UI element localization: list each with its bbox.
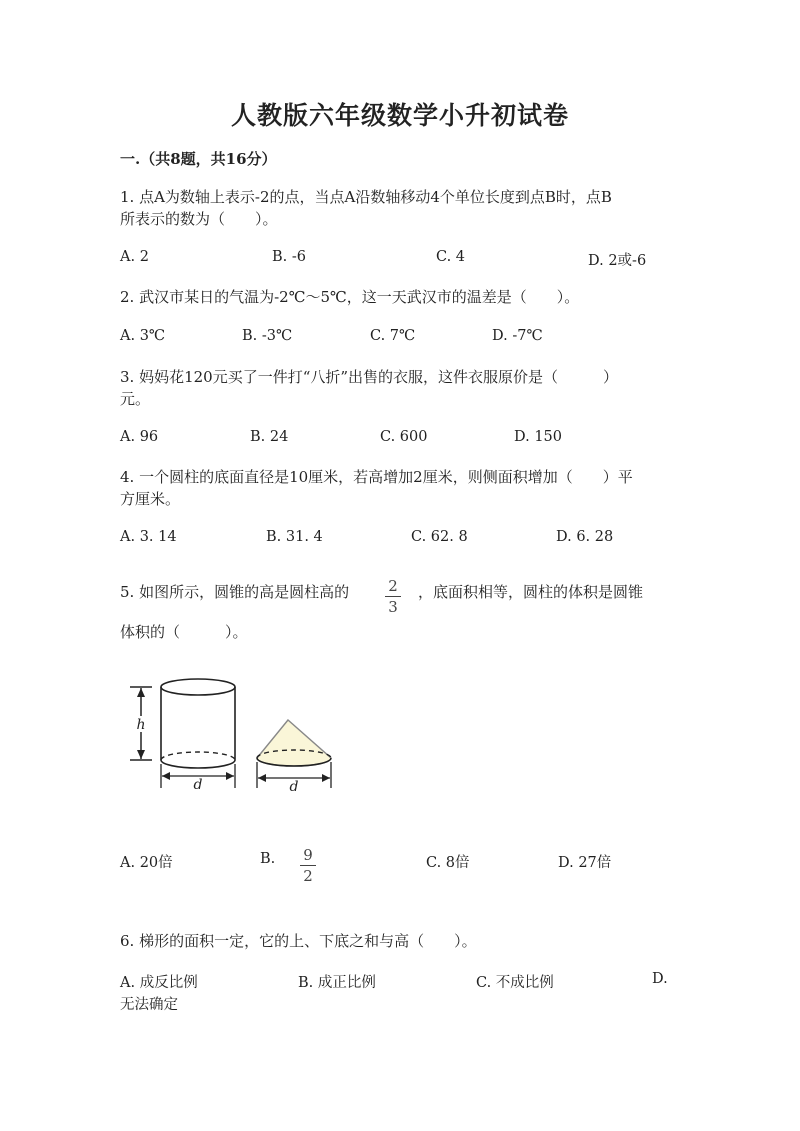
question-1-option-d: D. 2或-6 xyxy=(588,253,647,269)
question-5-option-d: D. 27倍 xyxy=(558,855,612,871)
question-1-option-c: C. 4 xyxy=(436,249,466,265)
question-3-option-a: A. 96 xyxy=(120,429,159,445)
question-3-option-c: C. 600 xyxy=(380,429,428,445)
cylinder-d-arrow-right xyxy=(226,772,234,780)
question-6-option-d: D. xyxy=(652,971,668,987)
question-6-option-a: A. 成反比例 xyxy=(120,975,198,991)
question-4-option-a: A. 3. 14 xyxy=(120,529,177,545)
fraction-denominator: 2 xyxy=(303,867,313,885)
fraction-bar xyxy=(385,596,401,597)
question-6-option-c: C. 不成比例 xyxy=(476,975,554,991)
question-4-option-d: D. 6. 28 xyxy=(556,529,614,545)
question-2-option-d: D. -7℃ xyxy=(492,328,543,344)
question-5-option-a: A. 20倍 xyxy=(120,855,173,871)
question-1-option-b: B. -6 xyxy=(272,249,306,265)
question-2-option-c: C. 7℃ xyxy=(370,328,416,344)
question-5-line-1-start: 5. 如图所示，圆锥的高是圆柱高的 xyxy=(120,583,350,601)
fraction-numerator: 2 xyxy=(388,577,398,595)
question-1-option-a: A. 2 xyxy=(120,249,149,265)
question-5-option-b-fraction xyxy=(298,846,318,885)
question-4-line-2: 方厘米。 xyxy=(120,490,181,508)
cylinder-cone-figure xyxy=(120,672,350,804)
question-3-option-b: B. 24 xyxy=(250,429,289,445)
question-5-option-b: B. xyxy=(260,851,276,867)
fraction-bar xyxy=(300,865,316,866)
cylinder-d-label: d xyxy=(193,777,203,793)
question-4-option-c: C. 62. 8 xyxy=(411,529,468,545)
question-6-option-b: B. 成正比例 xyxy=(298,975,376,991)
question-6-option-d-continued: 无法确定 xyxy=(120,997,178,1013)
section-heading: 一.（共8题，共16分） xyxy=(120,150,277,168)
question-3-line-1: 3. 妈妈花120元买了一件打“八折”出售的衣服，这件衣服原价是（ ） xyxy=(120,368,619,386)
question-1-line-2: 所表示的数为（ ）。 xyxy=(120,210,278,228)
cone-d-arrow-right xyxy=(322,774,330,782)
question-3-line-2: 元。 xyxy=(120,390,151,408)
height-arrow-up xyxy=(137,688,145,697)
cylinder-d-arrow-left xyxy=(162,772,170,780)
question-5-line-2: 体积的（ ）。 xyxy=(120,623,248,641)
question-2-line-1: 2. 武汉市某日的气温为-2℃～5℃，这一天武汉市的温差是（ ）。 xyxy=(120,288,580,306)
question-5-fraction xyxy=(383,577,403,616)
cylinder-bottom-back xyxy=(161,752,235,760)
question-6-line-1: 6. 梯形的面积一定，它的上、下底之和与高（ ）。 xyxy=(120,932,477,950)
question-2-option-b: B. -3℃ xyxy=(242,328,293,344)
fraction-numerator: 9 xyxy=(303,846,313,864)
height-arrow-down xyxy=(137,750,145,759)
question-5-option-c: C. 8倍 xyxy=(426,855,470,871)
question-1-line-1: 1. 点A为数轴上表示-2的点，当点A沿数轴移动4个单位长度到点B时，点B xyxy=(120,188,612,206)
question-4-line-1: 4. 一个圆柱的底面直径是10厘米，若高增加2厘米，则侧面积增加（ ）平 xyxy=(120,468,633,486)
cylinder-top xyxy=(161,679,235,695)
fraction-denominator: 3 xyxy=(388,598,398,616)
question-2-option-a: A. 3℃ xyxy=(120,328,166,344)
question-4-option-b: B. 31. 4 xyxy=(266,529,323,545)
question-3-option-d: D. 150 xyxy=(514,429,563,445)
cone-d-arrow-left xyxy=(258,774,266,782)
cylinder-bottom-front xyxy=(161,760,235,768)
cone-body xyxy=(257,720,331,766)
height-label: h xyxy=(136,717,146,733)
page-title: 人教版六年级数学小升初试卷 xyxy=(230,101,569,130)
question-5-line-1-end: ，底面积相等，圆柱的体积是圆锥 xyxy=(418,583,644,601)
cone-d-label: d xyxy=(289,779,299,795)
